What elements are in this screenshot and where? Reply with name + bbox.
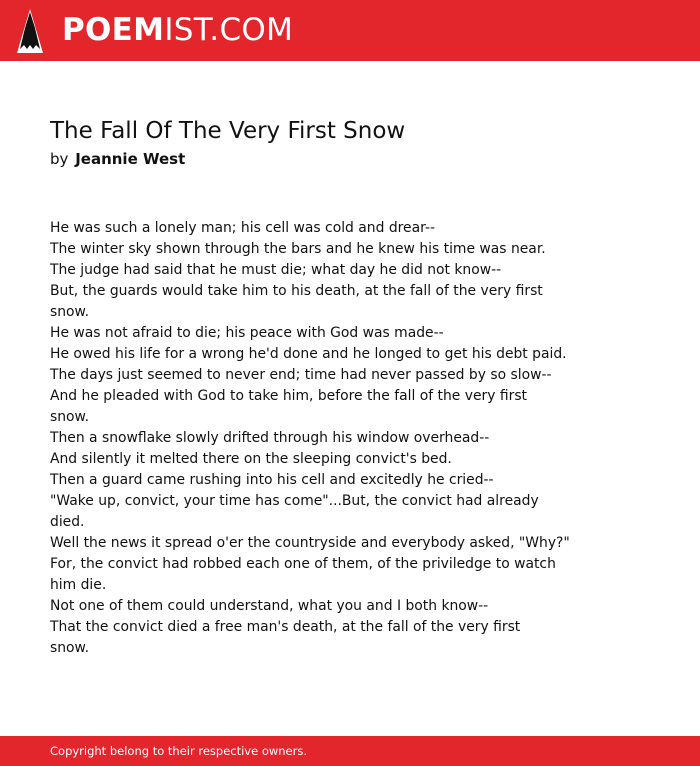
site-footer [0,736,700,766]
poem-line: For, the convict had robbed each one of them, of the priviledge to watch [50,556,556,572]
poem-line: Not one of them could understand, what you and I both know-- [50,598,489,614]
poem-line: But, the guards would take him to his death, at the fall of the very first [50,283,543,299]
poem-line: snow. [50,640,90,656]
by-label: by [50,150,69,168]
poem-line: Then a snowflake slowly drifted through his window overhead-- [50,430,490,446]
poem-line: died. [50,514,85,530]
poem-line: him die. [50,577,107,593]
logo-text-light: IST.COM [164,12,294,48]
poem-line: He owed his life for a wrong he'd done and he longed to get his debt paid. [50,346,567,362]
poem-line: And silently it melted there on the sleeping convict's bed. [50,451,452,467]
poem-line: He was such a lonely man; his cell was cold and drear-- [50,220,435,236]
site-logo-link[interactable] [62,10,293,50]
poem-line: Well the news it spread o'er the countryside and everybody asked, "Why?" [50,535,570,551]
poem-line: He was not afraid to die; his peace with God was made-- [50,325,444,341]
poem-line: Then a guard came rushing into his cell and excitedly he cried-- [50,472,494,488]
poem-line: snow. [50,304,90,320]
poem-line: snow. [50,409,90,425]
poem-byline [50,148,185,170]
author-name: Jeannie West [75,150,186,168]
poem-line: The winter sky shown through the bars and he knew his time was near. [50,241,546,257]
poem-line: And he pleaded with God to take him, before the fall of the very first [50,388,528,404]
poem-line: "Wake up, convict, your time has come"...But, the convict had already [50,493,539,509]
pencil-tip-icon [17,9,43,53]
site-header [0,0,700,61]
poem-line: That the convict died a free man's death, at the fall of the very first [50,619,521,635]
copyright-text: Copyright belong to their respective owners. [50,744,308,758]
poem-body [50,218,570,659]
poem-line: The days just seemed to never end; time had never passed by so slow-- [50,367,552,383]
poem-line: The judge had said that he must die; what day he did not know-- [50,262,502,278]
logo-text-bold: POEM [62,12,165,48]
poem-title: The Fall Of The Very First Snow [50,118,406,144]
